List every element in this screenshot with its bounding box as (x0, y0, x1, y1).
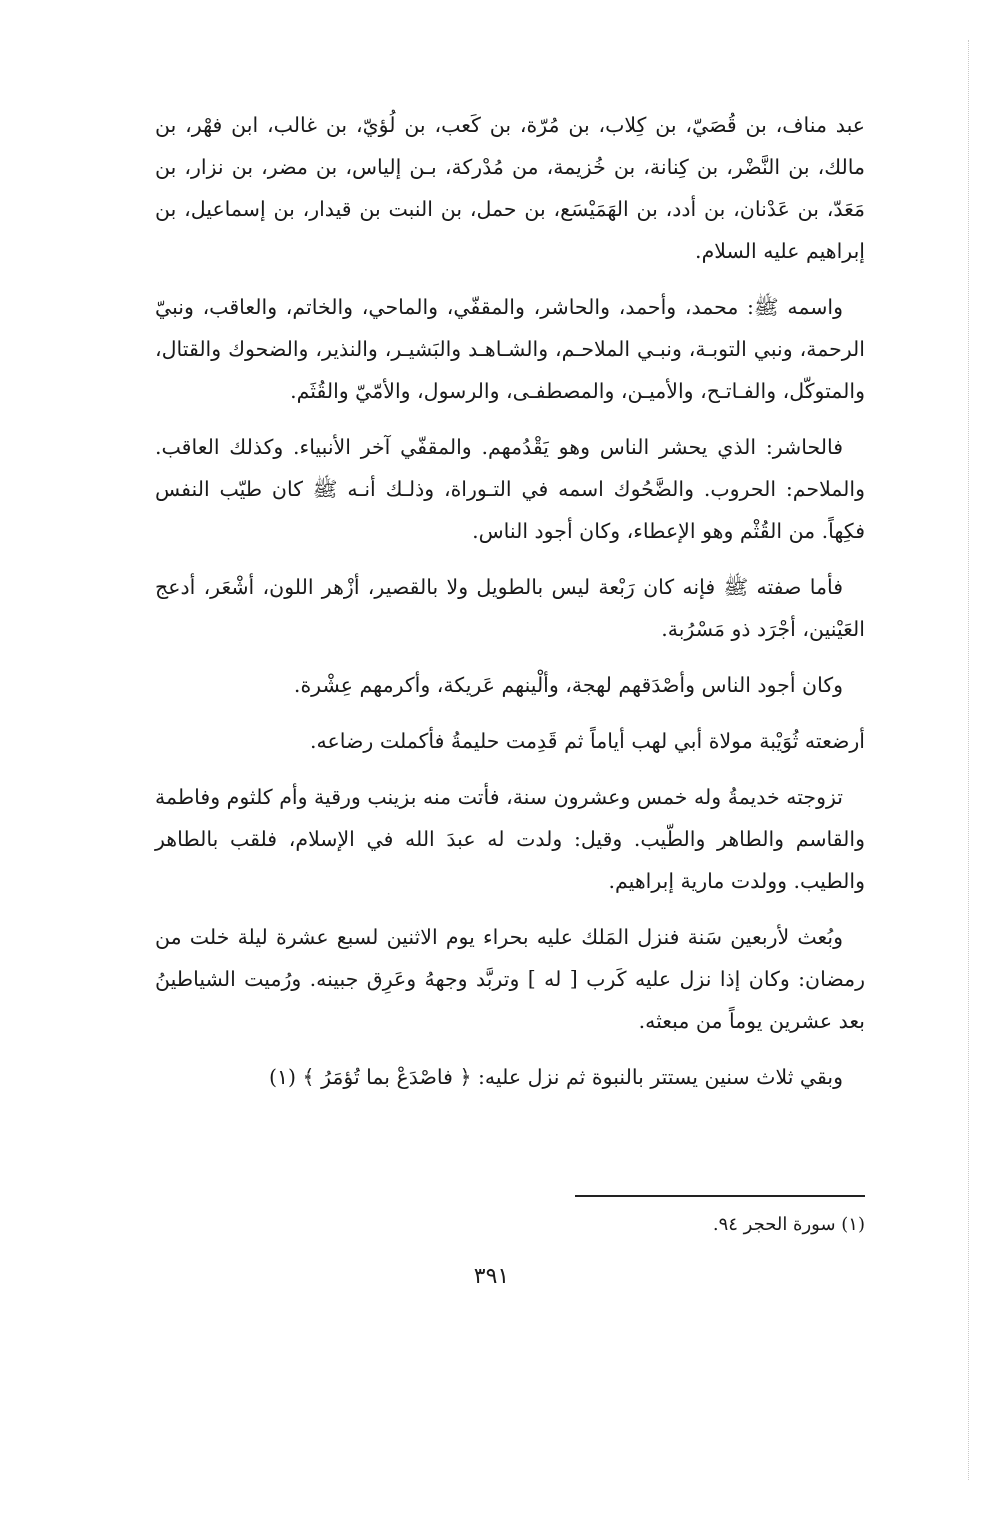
main-text (155, 104, 865, 1112)
page-number: ٣٩١ (473, 1264, 510, 1289)
paragraph-names: واسمه ﷺ: محمد، وأحمد، والحاشر، والمقفّي، والماحي، والخاتم، والعاقب، ونبيّ الرحمة، ونبي التوبـة، ونبـي الملاحـم، والشـاهـد والبَشيـر، والنذير، والضحوك والقتال، والمتوكّل، والفـاتـح، والأميـن، والمصطفـى، والرسول، والأمّيّ والقُثَم. (155, 295, 865, 403)
footnote: (١) سورة الحجر ٩٤. (712, 1214, 865, 1235)
paragraph-prophethood: وبُعث لأربعين سَنة فنزل المَلك عليه بحراء يوم الاثنين لسبع عشرة ليلة خلت من رمضان: وكان إذا نزل عليه كَرب [ له ] وتربَّد وجههُ وعَرِق جبينه. ورُميت الشياطينُ بعد عشرين يوماً من مبعثه. (155, 925, 865, 1033)
paragraph-revelation: وبقي ثلاث سنين يستتر بالنبوة ثم نزل عليه: ﴿ فاصْدَعْ بما تُؤمَرُ ﴾ (١) (269, 1065, 843, 1089)
footnote-divider (575, 1195, 865, 1197)
paragraph-description: فأما صفته ﷺ فإنه كان رَبْعة ليس بالطويل ولا بالقصير، أزْهر اللون، أشْعَر، أدعج العَيْنين، أجْرَد ذو مَسْرُبة. (155, 575, 865, 641)
paragraph-marriage: تزوجته خديمةُ وله خمس وعشرون سنة، فأتت منه بزينب ورقية وأم كلثوم وفاطمة والقاسم والطاهر والطّيب. وقيل: ولدت له عبدَ الله في الإسلام، فلقب بالطاهر والطيب. وولدت مارية إبراهيم. (155, 785, 865, 893)
paragraph-character: وكان أجود الناس وأصْدَقهم لهجة، وألْينهم عَريكة، وأكرمهم عِشْرة. (293, 673, 843, 697)
paragraph-nursing: أرضعته ثُوَيْبة مولاة أبي لهب أياماً ثم قَدِمت حليمةُ فأكملت رضاعه. (310, 729, 865, 753)
paragraph-name-meanings: فالحاشر: الذي يحشر الناس وهو يَقْدُمهم. والمقفّي آخر الأنبياء. وكذلك العاقب. والملاحم: الحروب. والضَّحُوك اسمه في التـوراة، وذلـك أنـه ﷺ كان طيّب النفس فكِهاً. من القُثْم وهو الإعطاء، وكان أجود الناس. (155, 435, 865, 543)
paragraph-lineage: عبد مناف، بن قُصَيّ، بن كِلاب، بن مُرّة، بن كَعب، بن لُؤيّ، بن غالب، ابن فهْر، بن مالك، بن النَّضْر، بن كِنانة، بن خُزيمة، من مُدْركة، بـن إلياس، بن مضر، بن نزار، بن مَعَدّ، بن عَدْنان، بن أدد، بن الهَمَيْسَع، بن حمل، بن النبت بن قيدار، بن إسماعيل، بن إبراهيم عليه السلام. (155, 113, 865, 263)
